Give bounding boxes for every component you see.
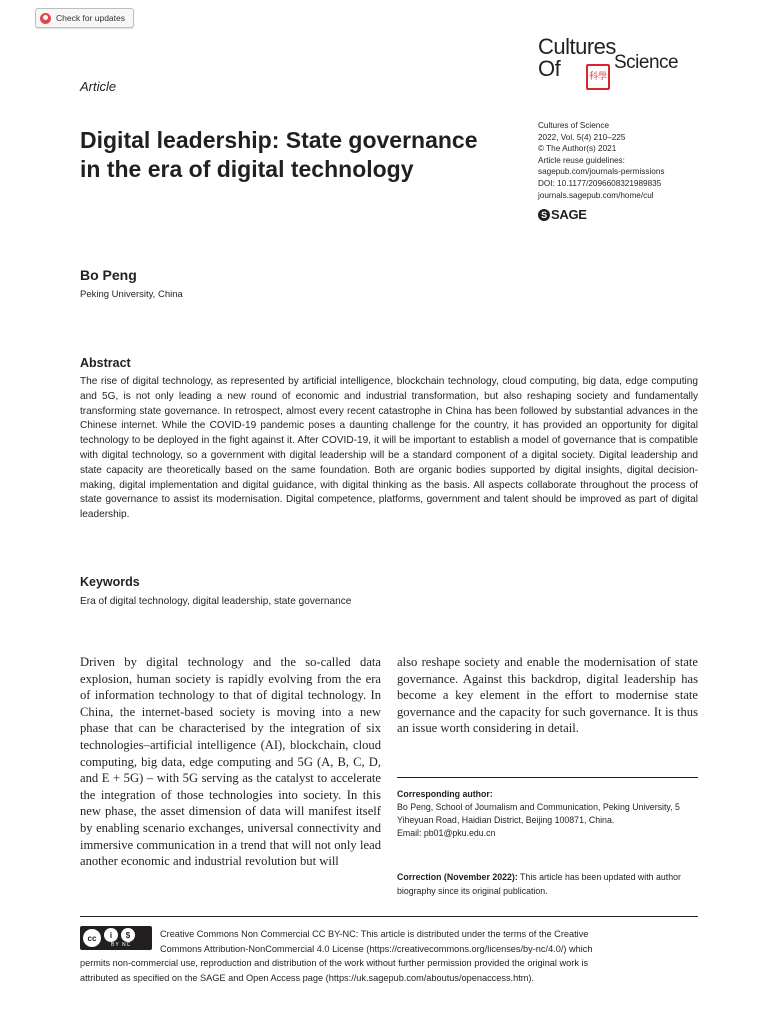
corresponding-author-address: Bo Peng, School of Journalism and Communication, Peking University, 5 Yiheyuan Road, Haidian District, Beijing 100871, China. — [397, 802, 680, 825]
article-type: Article — [80, 79, 117, 94]
abstract-text: The rise of digital technology, as represented by artificial intelligence, blockchain technology, cloud computing, big data, edge computing and 5G, is not only leading a new round of economic and industrial transformation, but also reshaping society and fundamentally transforming state governance. In retrospect, almost every recent catastrophe in China has been followed by substantial advances in the Chinese internet. While the COVID-19 pandemic poses a daunting challenge for the country, it has provided an opportunity for digital technology to be deployed in the fight against it. After COVID-19, it will be important to establish a model of governance that is compatible with digital technology, so a government with digital leadership will be a standard component of a digital society. Digital leadership and state capacity are theoretically based on the same foundation. Both are organic bodies supported by digital insights, digital decision-making, digital implementation and digital guidance, with digital thinking as the basis. All aspects collaborate throughout the process of state governance to assist its modernisation. Digital competence, platforms, government and talent should be improved as part of digital leadership. — [80, 376, 698, 521]
sage-circle-icon: S — [538, 209, 550, 221]
keywords-heading: Keywords — [80, 575, 140, 589]
check-for-updates-label: Check for updates — [56, 13, 125, 23]
body-column-left: Driven by digital technology and the so-called data explosion, human society is rapidly evolving from the era of information technology to that of digital technology. In China, the internet-based society is moving into a new phase that can be characterised by the integration of six technologies–artificial intelligence (AI), blockchain, cloud computing, big data, edge computing and 5G (A, B, C, D, and E + 5G) – with 5G serving as the catalyst to accelerate the integration of those technologies into society. In this new phase, the asset dimension of data will manifest itself by enabling scenario exchanges, universal connectivity and immersive communication in a trend that will not only lead another economic and industrial revolution but will — [80, 655, 381, 869]
abstract-heading: Abstract — [80, 356, 131, 370]
meta-copyright: © The Author(s) 2021 — [538, 144, 617, 154]
correction-note — [397, 870, 698, 898]
meta-doi[interactable]: DOI: 10.1177/2096608321989835 — [538, 178, 662, 188]
article-metadata — [538, 120, 738, 201]
article-title: Digital leadership: State governance in the era of digital technology — [80, 127, 478, 182]
cc-badge-label: BY NC — [111, 942, 132, 948]
correction-heading: Correction (November 2022): — [397, 872, 518, 882]
correction-text: This article has been updated with author biography since its original publication. — [397, 872, 681, 896]
license-line-3: permits non-commercial use, reproduction and distribution of the work without further permission provided the original work is — [80, 958, 589, 968]
cc-icon: cc — [83, 929, 101, 947]
body-column-right: also reshape society and enable the modernisation of state governance. Against this backdrop, digital leadership has become a key element in the effort to modernise state governance and the capacity for such governance. It is thus an issue worth considering in detail. — [397, 655, 698, 736]
meta-journal-link[interactable]: journals.sagepub.com/home/cul — [538, 190, 654, 200]
journal-logo — [538, 36, 700, 100]
sage-logo — [538, 207, 587, 222]
meta-volume: 2022, Vol. 5(4) 210–225 — [538, 132, 626, 142]
keywords-text: Era of digital technology, digital leadership, state governance — [80, 596, 352, 607]
corresponding-author-heading: Corresponding author: — [397, 789, 493, 799]
license-divider — [80, 916, 698, 917]
corresponding-author-email[interactable]: Email: pb01@pku.edu.cn — [397, 828, 496, 838]
crossmark-icon — [40, 13, 51, 24]
logo-word-of: Of — [538, 56, 561, 81]
logo-word-science: Science — [614, 52, 679, 73]
meta-journal: Cultures of Science — [538, 121, 609, 130]
by-person-icon: i — [104, 928, 118, 942]
check-for-updates-button[interactable] — [35, 8, 134, 28]
license-line-2: Commons Attribution-NonCommercial 4.0 License (https://creativecommons.org/licenses/by-nc/4.0/) which — [160, 943, 593, 954]
license-line-4: attributed as specified on the SAGE and Open Access page (https://uk.sagepub.com/aboutus/openaccess.htm). — [80, 972, 535, 983]
footnote-divider — [397, 777, 698, 778]
license-line-1: Creative Commons Non Commercial CC BY-NC: This article is distributed under the terms of the Creative — [160, 929, 589, 939]
corresponding-author — [397, 788, 698, 840]
author-name: Bo Peng — [80, 267, 137, 283]
logo-word-cultures: Cultures — [538, 34, 616, 59]
license-text — [80, 927, 698, 985]
meta-reuse-label: Article reuse guidelines: — [538, 155, 625, 165]
author-affiliation: Peking University, China — [80, 289, 183, 300]
nc-dollar-icon: $ — [121, 928, 135, 942]
meta-reuse-link[interactable]: sagepub.com/journals-permissions — [538, 167, 665, 177]
sage-logo-text: SAGE — [551, 207, 587, 222]
logo-seal-icon: 科學 — [586, 64, 610, 90]
